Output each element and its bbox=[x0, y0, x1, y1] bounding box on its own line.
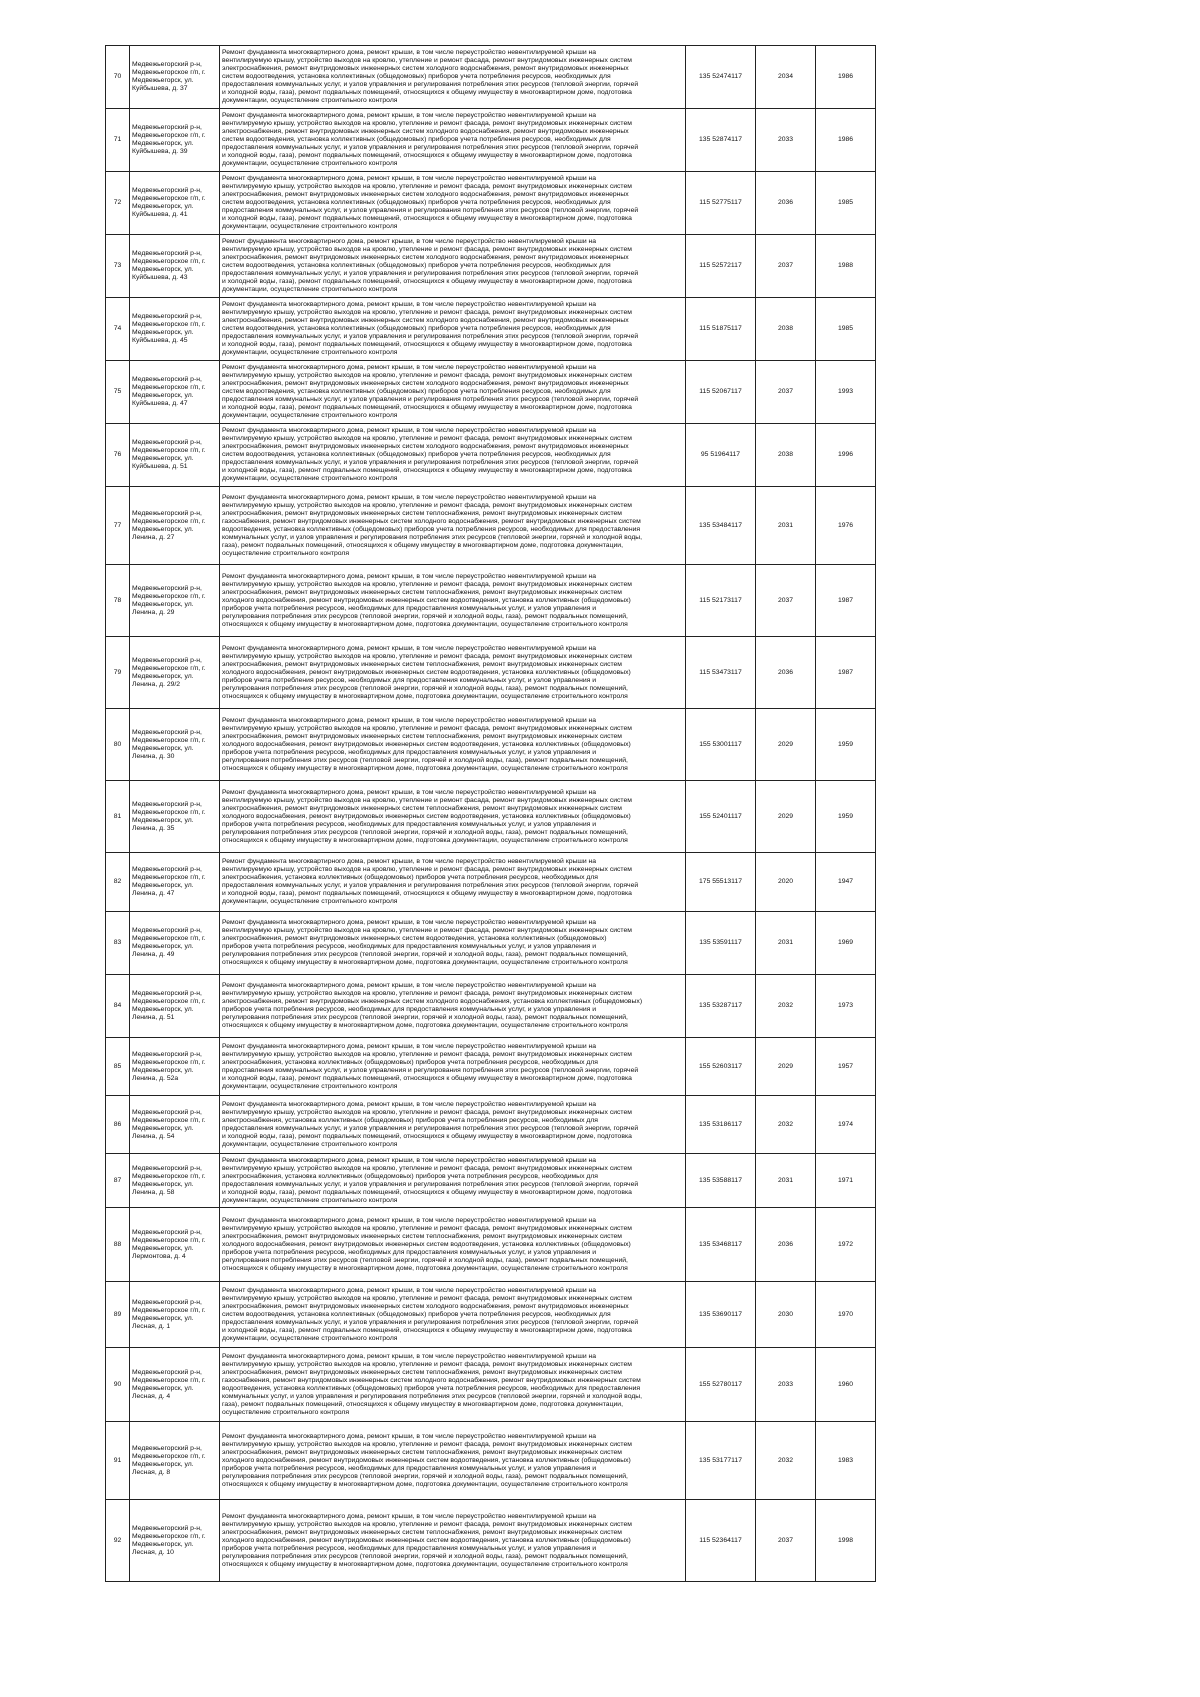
planned-year-cell: 2036 bbox=[756, 637, 816, 709]
work-description-cell: Ремонт фундамента многоквартирного дома, ремонт крыши, в том числе переустройство невентилируемой крыши на вентилируемую крышу, устройство выходов на кровлю, утепление и ремонт фасада, ремонт внутридомовых инженерных систем электроснабжения, ремонт внутридомовых инженерных систем холодного водоснабжения, ремонт внутридомовых инженерных систем водоотведения, установка коллективных (общедомовых) приборов учета потребления ресурсов, необходимых для предоставления коммунальных услуг, и узлов управления и регулирования потребления этих ресурсов (тепловой энергии, горячей и холодной воды, газа), ремонт подвальных помещений, относящихся к общему имуществу в многоквартирном доме, подготовка документации, осуществление строительного контроля bbox=[220, 1282, 686, 1348]
work-description-cell: Ремонт фундамента многоквартирного дома, ремонт крыши, в том числе переустройство невентилируемой крыши на вентилируемую крышу, устройство выходов на кровлю, утепление и ремонт фасада, ремонт внутридомовых инженерных систем электроснабжения, ремонт внутридомовых инженерных систем теплоснабжения, ремонт внутридомовых инженерных систем холодного водоснабжения, ремонт внутридомовых инженерных систем водоотведения, установка коллективных (общедомовых) приборов учета потребления ресурсов, необходимых для предоставления коммунальных услуг, и узлов управления и регулирования потребления этих ресурсов (тепловой энергии, горячей и холодной воды, газа), ремонт подвальных помещений, относящихся к общему имуществу в многоквартирном доме, подготовка документации, осуществление строительного контроля bbox=[220, 1208, 686, 1282]
table-row bbox=[106, 424, 876, 487]
address-cell: Медвежьегорский р-н, Медвежьегорское г/п, г. Медвежьегорск, ул. Ленина, д. 58 bbox=[130, 1154, 220, 1208]
planned-year-cell: 2020 bbox=[756, 853, 816, 912]
work-description-cell: Ремонт фундамента многоквартирного дома, ремонт крыши, в том числе переустройство невентилируемой крыши на вентилируемую крышу, устройство выходов на кровлю, утепление и ремонт фасада, ремонт внутридомовых инженерных систем электроснабжения, ремонт внутридомовых инженерных систем холодного водоснабжения, ремонт внутридомовых инженерных систем водоотведения, установка коллективных (общедомовых) приборов учета потребления ресурсов, необходимых для предоставления коммунальных услуг, и узлов управления и регулирования потребления этих ресурсов (тепловой энергии, горячей и холодной воды, газа), ремонт подвальных помещений, относящихся к общему имуществу в многоквартирном доме, подготовка документации, осуществление строительного контроля bbox=[220, 46, 686, 109]
work-description-cell: Ремонт фундамента многоквартирного дома, ремонт крыши, в том числе переустройство невентилируемой крыши на вентилируемую крышу, устройство выходов на кровлю, утепление и ремонт фасада, ремонт внутридомовых инженерных систем электроснабжения, ремонт внутридомовых инженерных систем теплоснабжения, ремонт внутридомовых инженерных систем газоснабжения, ремонт внутридомовых инженерных систем холодного водоснабжения, ремонт внутридомовых инженерных систем водоотведения, установка коллективных (общедомовых) приборов учета потребления ресурсов, необходимых для предоставления коммунальных услуг, и узлов управления и регулирования потребления этих ресурсов (тепловой энергии, горячей и холодной воды, газа), ремонт подвальных помещений, относящихся к общему имуществу в многоквартирном доме, подготовка документации, осуществление строительного контроля bbox=[220, 1348, 686, 1422]
cost-cell: 115 52067117 bbox=[686, 361, 756, 424]
table-row bbox=[106, 46, 876, 109]
cost-cell: 135 53287117 bbox=[686, 975, 756, 1038]
row-number: 70 bbox=[106, 46, 130, 109]
row-number: 88 bbox=[106, 1208, 130, 1282]
planned-year-cell: 2036 bbox=[756, 1208, 816, 1282]
work-description-cell: Ремонт фундамента многоквартирного дома, ремонт крыши, в том числе переустройство невентилируемой крыши на вентилируемую крышу, устройство выходов на кровлю, утепление и ремонт фасада, ремонт внутридомовых инженерных систем электроснабжения, ремонт внутридомовых инженерных систем теплоснабжения, ремонт внутридомовых инженерных систем холодного водоснабжения, ремонт внутридомовых инженерных систем водоотведения, установка коллективных (общедомовых) приборов учета потребления ресурсов, необходимых для предоставления коммунальных услуг, и узлов управления и регулирования потребления этих ресурсов (тепловой энергии, горячей и холодной воды, газа), ремонт подвальных помещений, относящихся к общему имуществу в многоквартирном доме, подготовка документации, осуществление строительного контроля bbox=[220, 637, 686, 709]
table-row bbox=[106, 1038, 876, 1096]
year-built-cell: 1947 bbox=[816, 853, 876, 912]
table-row bbox=[106, 1154, 876, 1208]
work-description-cell: Ремонт фундамента многоквартирного дома, ремонт крыши, в том числе переустройство невентилируемой крыши на вентилируемую крышу, устройство выходов на кровлю, утепление и ремонт фасада, ремонт внутридомовых инженерных систем электроснабжения, установка коллективных (общедомовых) приборов учета потребления ресурсов, необходимых для предоставления коммунальных услуг, и узлов управления и регулирования потребления этих ресурсов (тепловой энергии, горячей и холодной воды, газа), ремонт подвальных помещений, относящихся к общему имуществу в многоквартирном доме, подготовка документации, осуществление строительного контроля bbox=[220, 1096, 686, 1154]
address-cell: Медвежьегорский р-н, Медвежьегорское г/п, г. Медвежьегорск, ул. Куйбышева, д. 51 bbox=[130, 424, 220, 487]
table-row bbox=[106, 912, 876, 975]
address-cell: Медвежьегорский р-н, Медвежьегорское г/п, г. Медвежьегорск, ул. Лесная, д. 1 bbox=[130, 1282, 220, 1348]
table-row bbox=[106, 235, 876, 298]
year-built-cell: 1973 bbox=[816, 975, 876, 1038]
cost-cell: 155 52780117 bbox=[686, 1348, 756, 1422]
row-number: 84 bbox=[106, 975, 130, 1038]
address-cell: Медвежьегорский р-н, Медвежьегорское г/п, г. Медвежьегорск, ул. Куйбышева, д. 37 bbox=[130, 46, 220, 109]
table-row bbox=[106, 298, 876, 361]
cost-cell: 115 53473117 bbox=[686, 637, 756, 709]
year-built-cell: 1960 bbox=[816, 1348, 876, 1422]
year-built-cell: 1983 bbox=[816, 1422, 876, 1500]
address-cell: Медвежьегорский р-н, Медвежьегорское г/п, г. Медвежьегорск, ул. Куйбышева, д. 39 bbox=[130, 109, 220, 172]
work-description-cell: Ремонт фундамента многоквартирного дома, ремонт крыши, в том числе переустройство невентилируемой крыши на вентилируемую крышу, устройство выходов на кровлю, утепление и ремонт фасада, ремонт внутридомовых инженерных систем электроснабжения, установка коллективных (общедомовых) приборов учета потребления ресурсов, необходимых для предоставления коммунальных услуг, и узлов управления и регулирования потребления этих ресурсов (тепловой энергии, горячей и холодной воды, газа), ремонт подвальных помещений, относящихся к общему имуществу в многоквартирном доме, подготовка документации, осуществление строительного контроля bbox=[220, 853, 686, 912]
cost-cell: 115 52775117 bbox=[686, 172, 756, 235]
cost-cell: 135 53484117 bbox=[686, 487, 756, 565]
year-built-cell: 1957 bbox=[816, 1038, 876, 1096]
row-number: 86 bbox=[106, 1096, 130, 1154]
housing-repair-table bbox=[105, 45, 876, 1582]
row-number: 78 bbox=[106, 565, 130, 637]
row-number: 83 bbox=[106, 912, 130, 975]
year-built-cell: 1971 bbox=[816, 1154, 876, 1208]
planned-year-cell: 2037 bbox=[756, 235, 816, 298]
year-built-cell: 1988 bbox=[816, 235, 876, 298]
cost-cell: 135 52874117 bbox=[686, 109, 756, 172]
planned-year-cell: 2029 bbox=[756, 709, 816, 781]
planned-year-cell: 2032 bbox=[756, 1422, 816, 1500]
work-description-cell: Ремонт фундамента многоквартирного дома, ремонт крыши, в том числе переустройство невентилируемой крыши на вентилируемую крышу, устройство выходов на кровлю, утепление и ремонт фасада, ремонт внутридомовых инженерных систем электроснабжения, ремонт внутридомовых инженерных систем холодного водоснабжения, ремонт внутридомовых инженерных систем водоотведения, установка коллективных (общедомовых) приборов учета потребления ресурсов, необходимых для предоставления коммунальных услуг, и узлов управления и регулирования потребления этих ресурсов (тепловой энергии, горячей и холодной воды, газа), ремонт подвальных помещений, относящихся к общему имуществу в многоквартирном доме, подготовка документации, осуществление строительного контроля bbox=[220, 361, 686, 424]
year-built-cell: 1987 bbox=[816, 565, 876, 637]
row-number: 77 bbox=[106, 487, 130, 565]
year-built-cell: 1993 bbox=[816, 361, 876, 424]
table-row bbox=[106, 709, 876, 781]
row-number: 79 bbox=[106, 637, 130, 709]
row-number: 71 bbox=[106, 109, 130, 172]
address-cell: Медвежьегорский р-н, Медвежьегорское г/п, г. Медвежьегорск, ул. Ленина, д. 52а bbox=[130, 1038, 220, 1096]
planned-year-cell: 2032 bbox=[756, 975, 816, 1038]
year-built-cell: 1986 bbox=[816, 109, 876, 172]
address-cell: Медвежьегорский р-н, Медвежьегорское г/п, г. Медвежьегорск, ул. Ленина, д. 54 bbox=[130, 1096, 220, 1154]
work-description-cell: Ремонт фундамента многоквартирного дома, ремонт крыши, в том числе переустройство невентилируемой крыши на вентилируемую крышу, устройство выходов на кровлю, утепление и ремонт фасада, ремонт внутридомовых инженерных систем электроснабжения, ремонт внутридомовых инженерных систем теплоснабжения, ремонт внутридомовых инженерных систем газоснабжения, ремонт внутридомовых инженерных систем холодного водоснабжения, ремонт внутридомовых инженерных систем водоотведения, установка коллективных (общедомовых) приборов учета потребления ресурсов, необходимых для предоставления коммунальных услуг, и узлов управления и регулирования потребления этих ресурсов (тепловой энергии, горячей и холодной воды, газа), ремонт подвальных помещений, относящихся к общему имуществу в многоквартирном доме, подготовка документации, осуществление строительного контроля bbox=[220, 487, 686, 565]
table-row bbox=[106, 853, 876, 912]
cost-cell: 115 52173117 bbox=[686, 565, 756, 637]
planned-year-cell: 2029 bbox=[756, 1038, 816, 1096]
planned-year-cell: 2033 bbox=[756, 109, 816, 172]
address-cell: Медвежьегорский р-н, Медвежьегорское г/п, г. Медвежьегорск, ул. Ленина, д. 29/2 bbox=[130, 637, 220, 709]
planned-year-cell: 2037 bbox=[756, 1500, 816, 1582]
row-number: 85 bbox=[106, 1038, 130, 1096]
row-number: 74 bbox=[106, 298, 130, 361]
year-built-cell: 1972 bbox=[816, 1208, 876, 1282]
cost-cell: 115 51875117 bbox=[686, 298, 756, 361]
year-built-cell: 1998 bbox=[816, 1500, 876, 1582]
row-number: 80 bbox=[106, 709, 130, 781]
row-number: 89 bbox=[106, 1282, 130, 1348]
row-number: 81 bbox=[106, 781, 130, 853]
address-cell: Медвежьегорский р-н, Медвежьегорское г/п, г. Медвежьегорск, ул. Ленина, д. 51 bbox=[130, 975, 220, 1038]
address-cell: Медвежьегорский р-н, Медвежьегорское г/п, г. Медвежьегорск, ул. Ленина, д. 30 bbox=[130, 709, 220, 781]
year-built-cell: 1996 bbox=[816, 424, 876, 487]
cost-cell: 135 53177117 bbox=[686, 1422, 756, 1500]
planned-year-cell: 2031 bbox=[756, 1154, 816, 1208]
work-description-cell: Ремонт фундамента многоквартирного дома, ремонт крыши, в том числе переустройство невентилируемой крыши на вентилируемую крышу, устройство выходов на кровлю, утепление и ремонт фасада, ремонт внутридомовых инженерных систем электроснабжения, ремонт внутридомовых инженерных систем холодного водоснабжения, ремонт внутридомовых инженерных систем водоотведения, установка коллективных (общедомовых) приборов учета потребления ресурсов, необходимых для предоставления коммунальных услуг, и узлов управления и регулирования потребления этих ресурсов (тепловой энергии, горячей и холодной воды, газа), ремонт подвальных помещений, относящихся к общему имуществу в многоквартирном доме, подготовка документации, осуществление строительного контроля bbox=[220, 109, 686, 172]
planned-year-cell: 2037 bbox=[756, 361, 816, 424]
work-description-cell: Ремонт фундамента многоквартирного дома, ремонт крыши, в том числе переустройство невентилируемой крыши на вентилируемую крышу, устройство выходов на кровлю, утепление и ремонт фасада, ремонт внутридомовых инженерных систем электроснабжения, ремонт внутридомовых инженерных систем холодного водоснабжения, ремонт внутридомовых инженерных систем водоотведения, установка коллективных (общедомовых) приборов учета потребления ресурсов, необходимых для предоставления коммунальных услуг, и узлов управления и регулирования потребления этих ресурсов (тепловой энергии, горячей и холодной воды, газа), ремонт подвальных помещений, относящихся к общему имуществу в многоквартирном доме, подготовка документации, осуществление строительного контроля bbox=[220, 298, 686, 361]
work-description-cell: Ремонт фундамента многоквартирного дома, ремонт крыши, в том числе переустройство невентилируемой крыши на вентилируемую крышу, устройство выходов на кровлю, утепление и ремонт фасада, ремонт внутридомовых инженерных систем электроснабжения, ремонт внутридомовых инженерных систем холодного водоснабжения, ремонт внутридомовых инженерных систем водоотведения, установка коллективных (общедомовых) приборов учета потребления ресурсов, необходимых для предоставления коммунальных услуг, и узлов управления и регулирования потребления этих ресурсов (тепловой энергии, горячей и холодной воды, газа), ремонт подвальных помещений, относящихся к общему имуществу в многоквартирном доме, подготовка документации, осуществление строительного контроля bbox=[220, 235, 686, 298]
year-built-cell: 1986 bbox=[816, 46, 876, 109]
planned-year-cell: 2038 bbox=[756, 424, 816, 487]
address-cell: Медвежьегорский р-н, Медвежьегорское г/п, г. Медвежьегорск, ул. Лесная, д. 10 bbox=[130, 1500, 220, 1582]
cost-cell: 135 53186117 bbox=[686, 1096, 756, 1154]
year-built-cell: 1987 bbox=[816, 637, 876, 709]
row-number: 87 bbox=[106, 1154, 130, 1208]
work-description-cell: Ремонт фундамента многоквартирного дома, ремонт крыши, в том числе переустройство невентилируемой крыши на вентилируемую крышу, устройство выходов на кровлю, утепление и ремонт фасада, ремонт внутридомовых инженерных систем электроснабжения, установка коллективных (общедомовых) приборов учета потребления ресурсов, необходимых для предоставления коммунальных услуг, и узлов управления и регулирования потребления этих ресурсов (тепловой энергии, горячей и холодной воды, газа), ремонт подвальных помещений, относящихся к общему имуществу в многоквартирном доме, подготовка документации, осуществление строительного контроля bbox=[220, 1038, 686, 1096]
planned-year-cell: 2034 bbox=[756, 46, 816, 109]
table-row bbox=[106, 781, 876, 853]
planned-year-cell: 2037 bbox=[756, 565, 816, 637]
cost-cell: 135 52474117 bbox=[686, 46, 756, 109]
row-number: 82 bbox=[106, 853, 130, 912]
planned-year-cell: 2033 bbox=[756, 1348, 816, 1422]
planned-year-cell: 2029 bbox=[756, 781, 816, 853]
address-cell: Медвежьегорский р-н, Медвежьегорское г/п, г. Медвежьегорск, ул. Ленина, д. 27 bbox=[130, 487, 220, 565]
address-cell: Медвежьегорский р-н, Медвежьегорское г/п, г. Медвежьегорск, ул. Куйбышева, д. 45 bbox=[130, 298, 220, 361]
table-row bbox=[106, 361, 876, 424]
year-built-cell: 1976 bbox=[816, 487, 876, 565]
row-number: 90 bbox=[106, 1348, 130, 1422]
planned-year-cell: 2031 bbox=[756, 487, 816, 565]
table-row bbox=[106, 1096, 876, 1154]
table-row bbox=[106, 109, 876, 172]
planned-year-cell: 2036 bbox=[756, 172, 816, 235]
work-description-cell: Ремонт фундамента многоквартирного дома, ремонт крыши, в том числе переустройство невентилируемой крыши на вентилируемую крышу, устройство выходов на кровлю, утепление и ремонт фасада, ремонт внутридомовых инженерных систем электроснабжения, ремонт внутридомовых инженерных систем холодного водоснабжения, ремонт внутридомовых инженерных систем водоотведения, установка коллективных (общедомовых) приборов учета потребления ресурсов, необходимых для предоставления коммунальных услуг, и узлов управления и регулирования потребления этих ресурсов (тепловой энергии, горячей и холодной воды, газа), ремонт подвальных помещений, относящихся к общему имуществу в многоквартирном доме, подготовка документации, осуществление строительного контроля bbox=[220, 424, 686, 487]
table-row bbox=[106, 1348, 876, 1422]
table-row bbox=[106, 1422, 876, 1500]
cost-cell: 155 53001117 bbox=[686, 709, 756, 781]
work-description-cell: Ремонт фундамента многоквартирного дома, ремонт крыши, в том числе переустройство невентилируемой крыши на вентилируемую крышу, устройство выходов на кровлю, утепление и ремонт фасада, ремонт внутридомовых инженерных систем электроснабжения, ремонт внутридомовых инженерных систем водоотведения, установка коллективных (общедомовых) приборов учета потребления ресурсов, необходимых для предоставления коммунальных услуг, и узлов управления и регулирования потребления этих ресурсов (тепловой энергии, горячей и холодной воды, газа), ремонт подвальных помещений, относящихся к общему имуществу в многоквартирном доме, подготовка документации, осуществление строительного контроля bbox=[220, 912, 686, 975]
year-built-cell: 1959 bbox=[816, 781, 876, 853]
row-number: 92 bbox=[106, 1500, 130, 1582]
year-built-cell: 1970 bbox=[816, 1282, 876, 1348]
planned-year-cell: 2030 bbox=[756, 1282, 816, 1348]
work-description-cell: Ремонт фундамента многоквартирного дома, ремонт крыши, в том числе переустройство невентилируемой крыши на вентилируемую крышу, устройство выходов на кровлю, утепление и ремонт фасада, ремонт внутридомовых инженерных систем электроснабжения, ремонт внутридомовых инженерных систем холодного водоснабжения, ремонт внутридомовых инженерных систем водоотведения, установка коллективных (общедомовых) приборов учета потребления ресурсов, необходимых для предоставления коммунальных услуг, и узлов управления и регулирования потребления этих ресурсов (тепловой энергии, горячей и холодной воды, газа), ремонт подвальных помещений, относящихся к общему имуществу в многоквартирном доме, подготовка документации, осуществление строительного контроля bbox=[220, 172, 686, 235]
cost-cell: 95 51964117 bbox=[686, 424, 756, 487]
cost-cell: 135 53591117 bbox=[686, 912, 756, 975]
address-cell: Медвежьегорский р-н, Медвежьегорское г/п, г. Медвежьегорск, ул. Ленина, д. 35 bbox=[130, 781, 220, 853]
row-number: 76 bbox=[106, 424, 130, 487]
year-built-cell: 1985 bbox=[816, 172, 876, 235]
year-built-cell: 1974 bbox=[816, 1096, 876, 1154]
address-cell: Медвежьегорский р-н, Медвежьегорское г/п, г. Медвежьегорск, ул. Куйбышева, д. 47 bbox=[130, 361, 220, 424]
address-cell: Медвежьегорский р-н, Медвежьегорское г/п, г. Медвежьегорск, ул. Лесная, д. 8 bbox=[130, 1422, 220, 1500]
table-row bbox=[106, 565, 876, 637]
year-built-cell: 1969 bbox=[816, 912, 876, 975]
row-number: 75 bbox=[106, 361, 130, 424]
cost-cell: 135 53588117 bbox=[686, 1154, 756, 1208]
address-cell: Медвежьегорский р-н, Медвежьегорское г/п, г. Медвежьегорск, ул. Ленина, д. 49 bbox=[130, 912, 220, 975]
address-cell: Медвежьегорский р-н, Медвежьегорское г/п, г. Медвежьегорск, ул. Ленина, д. 47 bbox=[130, 853, 220, 912]
table-row bbox=[106, 975, 876, 1038]
cost-cell: 175 55513117 bbox=[686, 853, 756, 912]
planned-year-cell: 2031 bbox=[756, 912, 816, 975]
table-row bbox=[106, 172, 876, 235]
cost-cell: 115 52572117 bbox=[686, 235, 756, 298]
cost-cell: 115 52364117 bbox=[686, 1500, 756, 1582]
address-cell: Медвежьегорский р-н, Медвежьегорское г/п, г. Медвежьегорск, ул. Лермонтова, д. 4 bbox=[130, 1208, 220, 1282]
work-description-cell: Ремонт фундамента многоквартирного дома, ремонт крыши, в том числе переустройство невентилируемой крыши на вентилируемую крышу, устройство выходов на кровлю, утепление и ремонт фасада, ремонт внутридомовых инженерных систем электроснабжения, ремонт внутридомовых инженерных систем теплоснабжения, ремонт внутридомовых инженерных систем холодного водоснабжения, ремонт внутридомовых инженерных систем водоотведения, установка коллективных (общедомовых) приборов учета потребления ресурсов, необходимых для предоставления коммунальных услуг, и узлов управления и регулирования потребления этих ресурсов (тепловой энергии, горячей и холодной воды, газа), ремонт подвальных помещений, относящихся к общему имуществу в многоквартирном доме, подготовка документации, осуществление строительного контроля bbox=[220, 1500, 686, 1582]
planned-year-cell: 2038 bbox=[756, 298, 816, 361]
work-description-cell: Ремонт фундамента многоквартирного дома, ремонт крыши, в том числе переустройство невентилируемой крыши на вентилируемую крышу, устройство выходов на кровлю, утепление и ремонт фасада, ремонт внутридомовых инженерных систем электроснабжения, ремонт внутридомовых инженерных систем теплоснабжения, ремонт внутридомовых инженерных систем холодного водоснабжения, ремонт внутридомовых инженерных систем водоотведения, установка коллективных (общедомовых) приборов учета потребления ресурсов, необходимых для предоставления коммунальных услуг, и узлов управления и регулирования потребления этих ресурсов (тепловой энергии, горячей и холодной воды, газа), ремонт подвальных помещений, относящихся к общему имуществу в многоквартирном доме, подготовка документации, осуществление строительного контроля bbox=[220, 1422, 686, 1500]
planned-year-cell: 2032 bbox=[756, 1096, 816, 1154]
cost-cell: 135 53690117 bbox=[686, 1282, 756, 1348]
address-cell: Медвежьегорский р-н, Медвежьегорское г/п, г. Медвежьегорск, ул. Лесная, д. 4 bbox=[130, 1348, 220, 1422]
work-description-cell: Ремонт фундамента многоквартирного дома, ремонт крыши, в том числе переустройство невентилируемой крыши на вентилируемую крышу, устройство выходов на кровлю, утепление и ремонт фасада, ремонт внутридомовых инженерных систем электроснабжения, ремонт внутридомовых инженерных систем холодного водоснабжения, установка коллективных (общедомовых) приборов учета потребления ресурсов, необходимых для предоставления коммунальных услуг, и узлов управления и регулирования потребления этих ресурсов (тепловой энергии, горячей и холодной воды, газа), ремонт подвальных помещений, относящихся к общему имуществу в многоквартирном доме, подготовка документации, осуществление строительного контроля bbox=[220, 975, 686, 1038]
address-cell: Медвежьегорский р-н, Медвежьегорское г/п, г. Медвежьегорск, ул. Куйбышева, д. 41 bbox=[130, 172, 220, 235]
table-body bbox=[106, 46, 876, 1582]
work-description-cell: Ремонт фундамента многоквартирного дома, ремонт крыши, в том числе переустройство невентилируемой крыши на вентилируемую крышу, устройство выходов на кровлю, утепление и ремонт фасада, ремонт внутридомовых инженерных систем электроснабжения, ремонт внутридомовых инженерных систем теплоснабжения, ремонт внутридомовых инженерных систем холодного водоснабжения, ремонт внутридомовых инженерных систем водоотведения, установка коллективных (общедомовых) приборов учета потребления ресурсов, необходимых для предоставления коммунальных услуг, и узлов управления и регулирования потребления этих ресурсов (тепловой энергии, горячей и холодной воды, газа), ремонт подвальных помещений, относящихся к общему имуществу в многоквартирном доме, подготовка документации, осуществление строительного контроля bbox=[220, 781, 686, 853]
cost-cell: 135 53468117 bbox=[686, 1208, 756, 1282]
row-number: 91 bbox=[106, 1422, 130, 1500]
work-description-cell: Ремонт фундамента многоквартирного дома, ремонт крыши, в том числе переустройство невентилируемой крыши на вентилируемую крышу, устройство выходов на кровлю, утепление и ремонт фасада, ремонт внутридомовых инженерных систем электроснабжения, установка коллективных (общедомовых) приборов учета потребления ресурсов, необходимых для предоставления коммунальных услуг, и узлов управления и регулирования потребления этих ресурсов (тепловой энергии, горячей и холодной воды, газа), ремонт подвальных помещений, относящихся к общему имуществу в многоквартирном доме, подготовка документации, осуществление строительного контроля bbox=[220, 1154, 686, 1208]
table-row bbox=[106, 637, 876, 709]
cost-cell: 155 52401117 bbox=[686, 781, 756, 853]
work-description-cell: Ремонт фундамента многоквартирного дома, ремонт крыши, в том числе переустройство невентилируемой крыши на вентилируемую крышу, устройство выходов на кровлю, утепление и ремонт фасада, ремонт внутридомовых инженерных систем электроснабжения, ремонт внутридомовых инженерных систем теплоснабжения, ремонт внутридомовых инженерных систем холодного водоснабжения, ремонт внутридомовых инженерных систем водоотведения, установка коллективных (общедомовых) приборов учета потребления ресурсов, необходимых для предоставления коммунальных услуг, и узлов управления и регулирования потребления этих ресурсов (тепловой энергии, горячей и холодной воды, газа), ремонт подвальных помещений, относящихся к общему имуществу в многоквартирном доме, подготовка документации, осуществление строительного контроля bbox=[220, 709, 686, 781]
cost-cell: 155 52603117 bbox=[686, 1038, 756, 1096]
table-row bbox=[106, 1282, 876, 1348]
row-number: 72 bbox=[106, 172, 130, 235]
year-built-cell: 1985 bbox=[816, 298, 876, 361]
address-cell: Медвежьегорский р-н, Медвежьегорское г/п, г. Медвежьегорск, ул. Куйбышева, д. 43 bbox=[130, 235, 220, 298]
work-description-cell: Ремонт фундамента многоквартирного дома, ремонт крыши, в том числе переустройство невентилируемой крыши на вентилируемую крышу, устройство выходов на кровлю, утепление и ремонт фасада, ремонт внутридомовых инженерных систем электроснабжения, ремонт внутридомовых инженерных систем теплоснабжения, ремонт внутридомовых инженерных систем холодного водоснабжения, ремонт внутридомовых инженерных систем водоотведения, установка коллективных (общедомовых) приборов учета потребления ресурсов, необходимых для предоставления коммунальных услуг, и узлов управления и регулирования потребления этих ресурсов (тепловой энергии, горячей и холодной воды, газа), ремонт подвальных помещений, относящихся к общему имуществу в многоквартирном доме, подготовка документации, осуществление строительного контроля bbox=[220, 565, 686, 637]
table-row bbox=[106, 1208, 876, 1282]
table-row bbox=[106, 487, 876, 565]
row-number: 73 bbox=[106, 235, 130, 298]
table-row bbox=[106, 1500, 876, 1582]
year-built-cell: 1959 bbox=[816, 709, 876, 781]
address-cell: Медвежьегорский р-н, Медвежьегорское г/п, г. Медвежьегорск, ул. Ленина, д. 29 bbox=[130, 565, 220, 637]
